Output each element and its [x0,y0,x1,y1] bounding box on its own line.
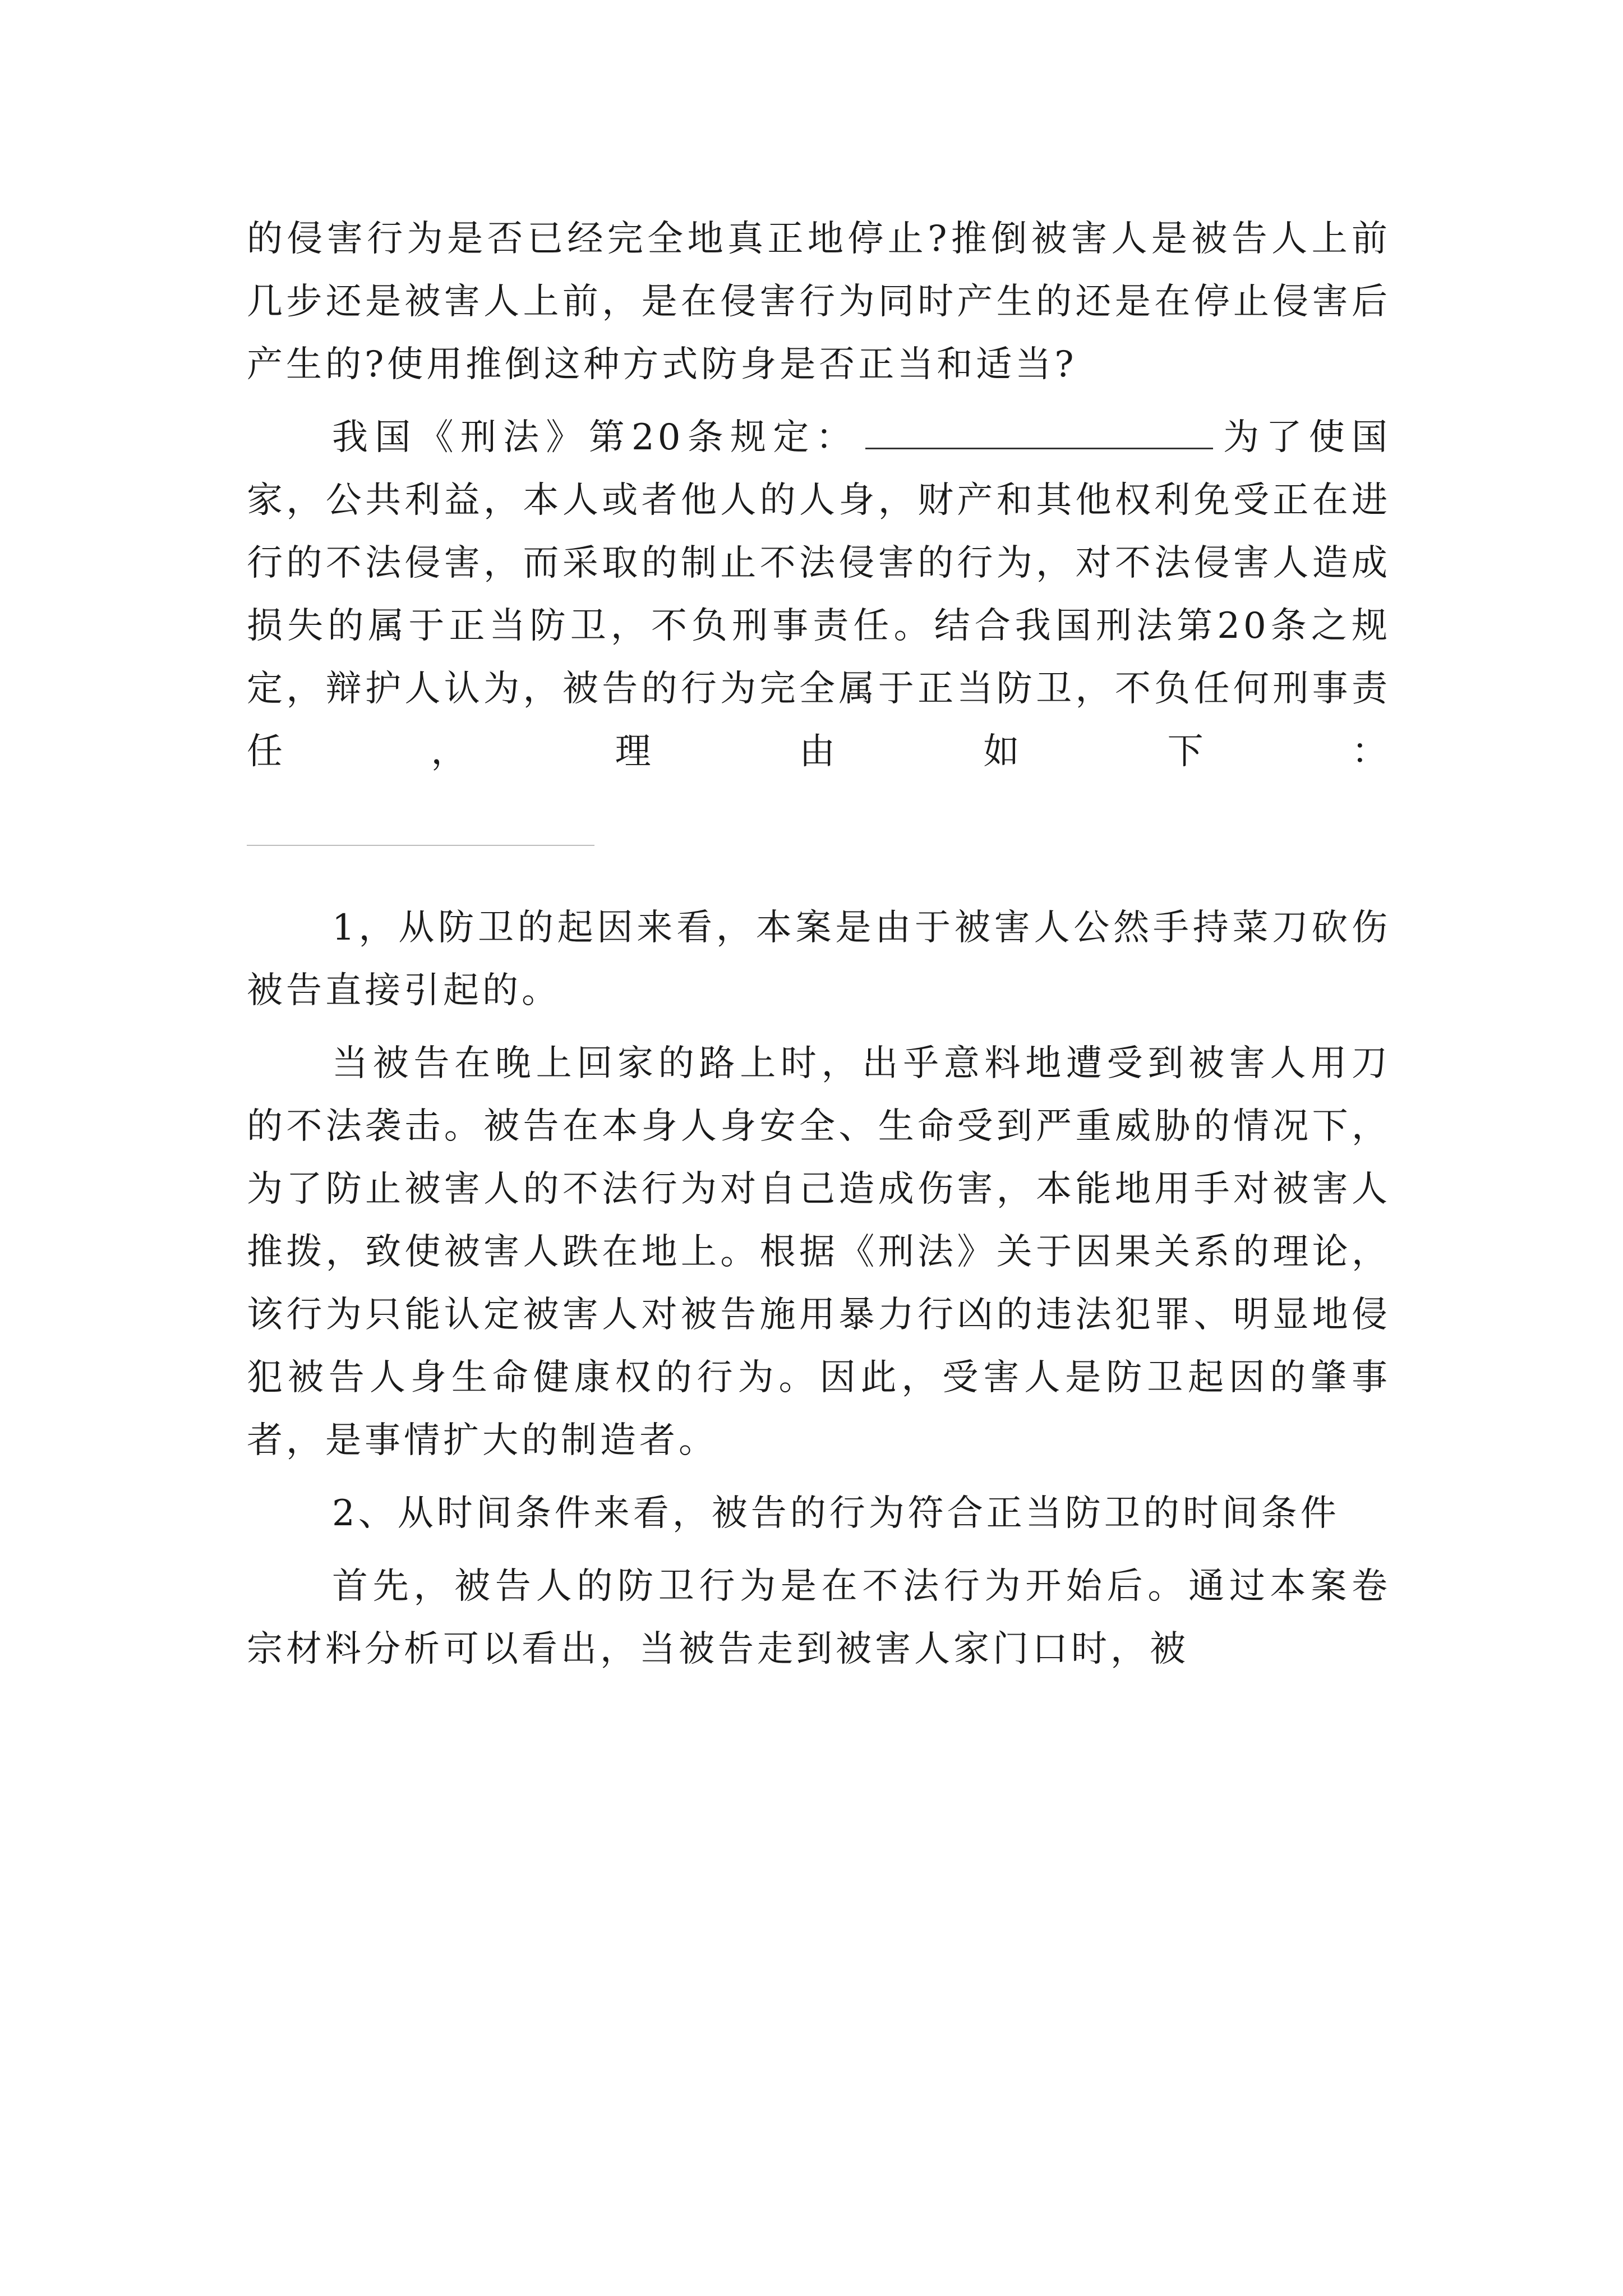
paragraph-point-1: 1，从防卫的起因来看，本案是由于被害人公然手持菜刀砍伤被告直接引起的。 [247,907,1391,1011]
article-intro-text: 我国《刑法》第20条规定： [332,417,859,458]
paragraph-incident-description: 当被告在晚上回家的路上时，出乎意料地遭受到被害人用刀的不法袭击。被告在本身人身安全、生命受到严重威胁的情况下，为了防止被害人的不法行为对自己造成伤害，本能地用手对被害人推拨，致使被害人跌在地上。根据《刑法》关于因果关系的理论，该行为只能认定被害人对被告施用暴力行凶的违法犯罪、明显地侵犯被告人身生命健康权的行为。因此，受害人是防卫起因的肇事者，是事情扩大的制造者。 [247,1043,1391,1461]
article-body-text: 为了使国家，公共利益，本人或者他人的人身，财产和其他权利免受正在进行的不法侵害，而采取的制止不法侵害的行为，对不法侵害人造成损失的属于正当防卫，不负刑事责任。结合我国刑法第20条之规定，辩护人认为，被告的行为完全属于正当防卫，不负任何刑事责任，理由如下： [247,417,1391,772]
document-page [247,208,1391,1681]
paragraph-continuation: 的侵害行为是否已经完全地真正地停止?推倒被害人是被告人上前几步还是被害人上前，是在侵害行为同时产生的还是在停止侵害后产生的?使用推倒这种方式防身是否正当和适当? [247,218,1391,385]
paragraph-criminal-law-article-20 [247,406,1391,783]
fill-in-blank-line [865,414,1213,449]
paragraph-first-argument: 首先，被告人的防卫行为是在不法行为开始后。通过本案卷宗材料分析可以看出，当被告走到被害人家门口时，被 [247,1566,1391,1670]
section-divider [247,845,594,846]
paragraph-point-2: 2、从时间条件来看，被告的行为符合正当防卫的时间条件 [332,1493,1340,1534]
